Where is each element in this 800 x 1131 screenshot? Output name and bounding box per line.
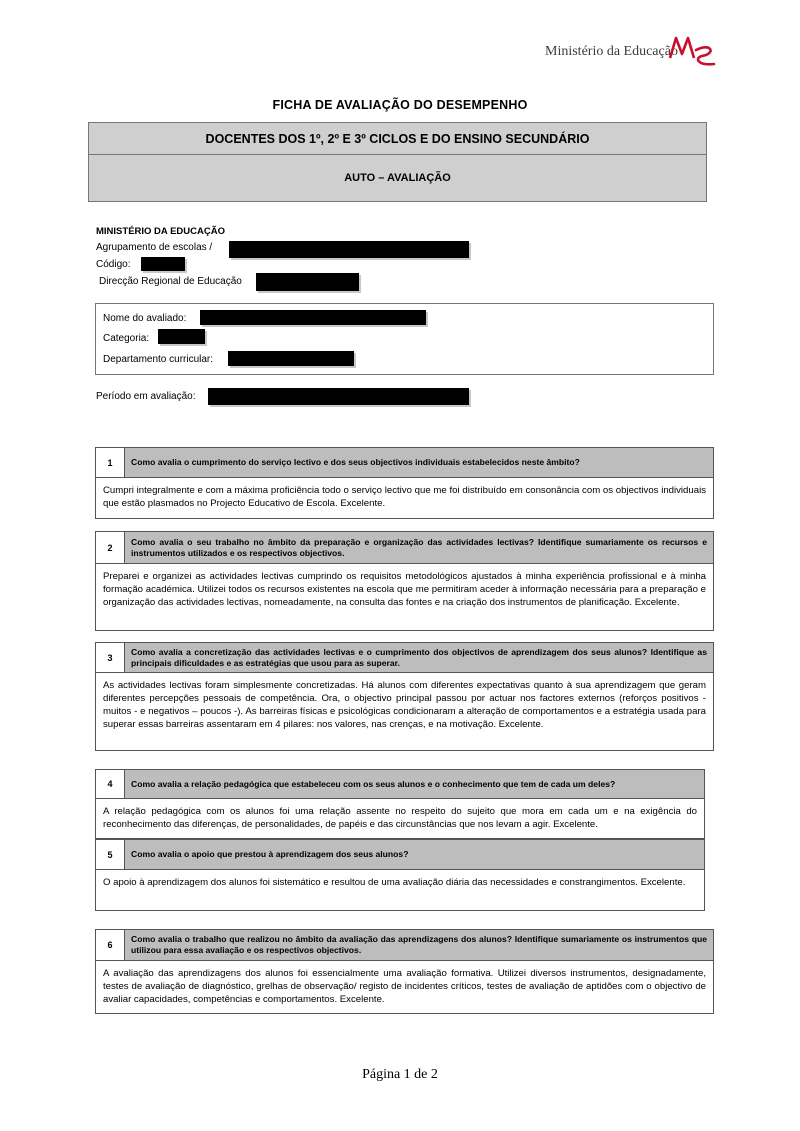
question-number: 3: [96, 643, 125, 672]
answer-text: As actividades lectivas foram simplesmente concretizadas. Há alunos com diferentes expectativas quanto à sua aprendizagem que geram diferentes percepções pessoais de competência. Ora, o objectivo principal passou por actuar nos factores externos (reforços positivos - muitos - e negativos – poucos -). As barreiras físicas e psicológicas condicionaram a alteração de comportamentos e a estratégia usada para superar essas barreiras assentaram em 4 pilares: nos valores, nas crenças, e na motivação. Excelente.: [103, 680, 706, 730]
departamento-label: Departamento curricular:: [103, 354, 214, 365]
periodo-redaction: [208, 388, 469, 405]
question-block-4: [95, 769, 705, 839]
question-block-1: [95, 447, 714, 519]
question-number: 4: [96, 770, 125, 798]
categoria-label: Categoria:: [103, 333, 150, 344]
question-number: 2: [96, 532, 125, 563]
ministry-label: MINISTÉRIO DA EDUCAÇÃO: [96, 226, 225, 237]
agrupamento-label: Agrupamento de escolas /: [96, 242, 213, 253]
answer-text: Preparei e organizei as actividades lectivas cumprindo os requisitos metodológicos ajustados à minha experiência profissional e à minha formação académica. Utilizei todos os recursos existentes na escola que me permitiram aceder à informação necessária para a preparação e organização das actividades lectivas, nomeadamente, na consulta das fontes e na criação dos instrumentos de planificação. Excelente.: [103, 571, 706, 608]
ministry-logo-text: Ministério da Educação: [545, 44, 678, 59]
auto-avaliacao-banner: AUTO – AVALIAÇÃO: [88, 155, 707, 202]
question-block-6: [95, 929, 714, 1014]
question-number: 1: [96, 448, 125, 477]
question-text: Como avalia o trabalho que realizou no âmbito da avaliação das aprendizagens dos alunos? Identifique sumariamente os instrumentos que utilizou para essa avaliação e os respectivos objectivos.: [125, 930, 713, 960]
answer-text: O apoio à aprendizagem dos alunos foi sistemático e resultou de uma avaliação diária das necessidades e constrangimentos. Excelente.: [103, 877, 686, 888]
answer-text: A relação pedagógica com os alunos foi uma relação assente no respeito do sujeito que mora em cada um e na exigência do reconhecimento das diferenças, de personalidades, de papéis e das circunstâncias que nos levam a agir. Excelente.: [103, 806, 697, 830]
question-block-3: [95, 642, 714, 751]
question-text: Como avalia o cumprimento do serviço lectivo e dos seus objectivos individuais estabelecidos neste âmbito?: [125, 448, 713, 477]
codigo-redaction: [141, 257, 185, 271]
agrupamento-redaction: [229, 241, 469, 258]
question-block-5: [95, 839, 705, 911]
question-block-2: [95, 531, 714, 631]
question-text: Como avalia a relação pedagógica que estabeleceu com os seus alunos e o conhecimento que tem de cada um deles?: [125, 770, 704, 798]
answer-text: A avaliação das aprendizagens dos alunos foi essencialmente uma avaliação formativa. Utilizei diversos instrumentos, designadamente, testes de avaliação de diagnóstico, grelhas de observação/ registo de incidentes críticos, testes de avaliação de aptidões com o objectivo de avaliar capacidades, competências e comportamentos. Excelente.: [103, 968, 706, 1005]
question-text: Como avalia o seu trabalho no âmbito da preparação e organização das actividades lectivas? Identifique sumariamente os recursos e instrumentos utilizados e os respectivos objectivos.: [125, 532, 713, 563]
question-number: 5: [96, 840, 125, 869]
periodo-label: Período em avaliação:: [96, 391, 196, 402]
answer-text: Cumpri integralmente e com a máxima proficiência todo o serviço lectivo que me foi distribuído em consonância com os objectivos individuais que estão plasmados no Projecto Educativo de Escola. Excelente.: [103, 485, 706, 509]
form-title: FICHA DE AVALIAÇÃO DO DESEMPENHO: [272, 98, 528, 112]
question-text: Como avalia o apoio que prestou à aprendizagem dos seus alunos?: [125, 840, 704, 869]
page-number: Página 1 de 2: [362, 1067, 438, 1082]
nome-redaction: [200, 310, 426, 325]
departamento-redaction: [228, 351, 354, 366]
nome-label: Nome do avaliado:: [103, 313, 187, 324]
categoria-redaction: [158, 329, 205, 344]
question-number: 6: [96, 930, 125, 960]
question-text: Como avalia a concretização das actividades lectivas e o cumprimento dos objectivos de aprendizagem dos seus alunos? Identifique as principais dificuldades e as estratégias que usou para as superar.: [125, 643, 713, 672]
direccao-redaction: [256, 273, 359, 291]
codigo-label: Código:: [96, 259, 131, 270]
ministry-logo-icon: [666, 30, 718, 70]
docentes-banner: DOCENTES DOS 1º, 2º E 3º CICLOS E DO ENSINO SECUNDÁRIO: [88, 122, 707, 155]
direccao-label: Direcção Regional de Educação: [99, 276, 242, 287]
